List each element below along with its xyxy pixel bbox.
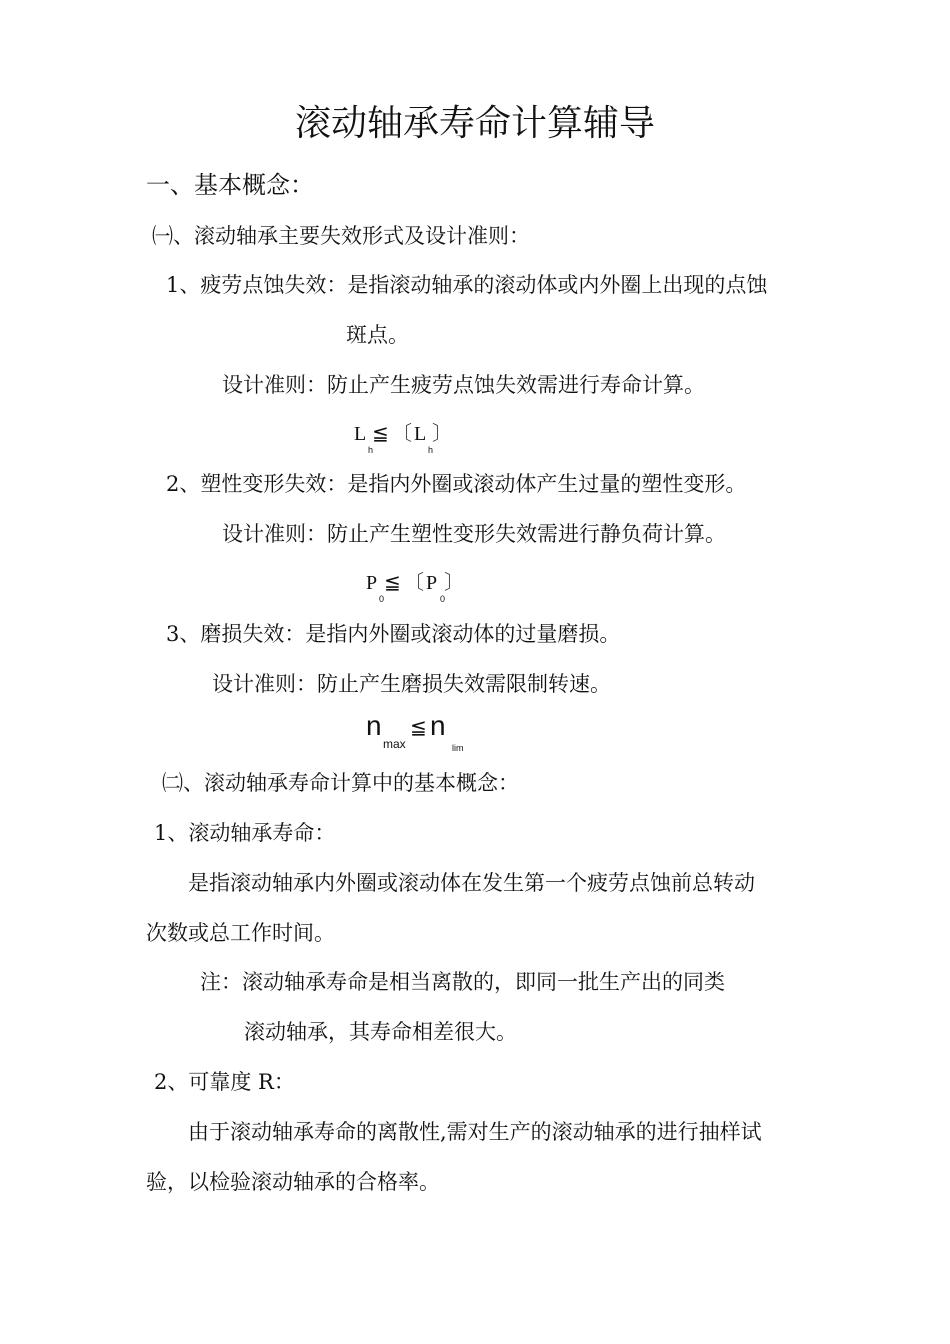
formula-bracket-left: 〔 xyxy=(392,423,412,445)
item-reliability: 2、可靠度 R： xyxy=(154,1070,295,1094)
formula-subscript: max xyxy=(383,737,406,751)
formula-subscript: 0 xyxy=(379,594,385,604)
formula-symbol: L xyxy=(414,423,427,445)
criterion-wear: 设计准则：防止产生磨损失效需限制转速。 xyxy=(212,672,611,696)
reliability-paragraph-cont: 验，以检验滚动轴承的合格率。 xyxy=(146,1170,440,1194)
item-wear: 3、磨损失效：是指内外圈或滚动体的过量磨损。 xyxy=(166,622,621,646)
formula-subscript: lim xyxy=(452,743,464,753)
formula-static-load-criterion xyxy=(366,573,476,607)
formula-symbol: n xyxy=(430,710,446,741)
formula-subscript: h xyxy=(368,445,374,455)
formula-subscript: h xyxy=(428,445,434,455)
subsection-life-concepts: ㈡、滚动轴承寿命计算中的基本概念： xyxy=(162,771,519,795)
formula-symbol: L xyxy=(354,423,367,445)
formula-bracket-left: 〔 xyxy=(404,572,424,594)
reliability-paragraph: 由于滚动轴承寿命的离散性,需对生产的滚动轴承的进行抽样试 xyxy=(188,1120,762,1144)
item-plastic-deformation: 2、塑性变形失效：是指内外圈或滚动体产生过量的塑性变形。 xyxy=(166,472,747,496)
formula-subscript: 0 xyxy=(440,594,446,604)
note-text-cont: 滚动轴承，其寿命相差很大。 xyxy=(244,1020,517,1044)
section-heading-basic-concepts: 一、基本概念： xyxy=(146,171,314,199)
formula-bracket-right: 〕 xyxy=(432,423,452,445)
bearing-life-definition-cont: 次数或总工作时间。 xyxy=(146,921,335,945)
formula-symbol: n xyxy=(366,710,382,741)
formula-operator: ≦ xyxy=(410,717,427,739)
note-text: 注：滚动轴承寿命是相当离散的，即同一批生产出的同类 xyxy=(200,970,725,994)
item-bearing-life: 1、滚动轴承寿命： xyxy=(154,821,336,845)
formula-symbol: P xyxy=(426,572,438,594)
page-title: 滚动轴承寿命计算辅导 xyxy=(294,103,655,144)
formula-bracket-right: 〕 xyxy=(444,572,464,594)
item-fatigue-pitting: 1、疲劳点蚀失效：是指滚动轴承的滚动体或内外圈上出现的点蚀 xyxy=(166,273,768,297)
formula-symbol: P xyxy=(366,572,378,594)
formula-speed-criterion xyxy=(366,712,486,758)
criterion-plastic: 设计准则：防止产生塑性变形失效需进行静负荷计算。 xyxy=(222,522,726,546)
bearing-life-definition: 是指滚动轴承内外圈或滚动体在发生第一个疲劳点蚀前总转动 xyxy=(188,871,755,895)
criterion-fatigue: 设计准则：防止产生疲劳点蚀失效需进行寿命计算。 xyxy=(222,373,705,397)
subsection-failure-modes: ㈠、滚动轴承主要失效形式及设计准则： xyxy=(152,224,530,248)
item-fatigue-pitting-cont: 斑点。 xyxy=(346,323,409,347)
formula-operator: ≦ xyxy=(384,572,401,594)
formula-life-criterion xyxy=(354,424,464,458)
formula-operator: ≦ xyxy=(372,423,389,445)
